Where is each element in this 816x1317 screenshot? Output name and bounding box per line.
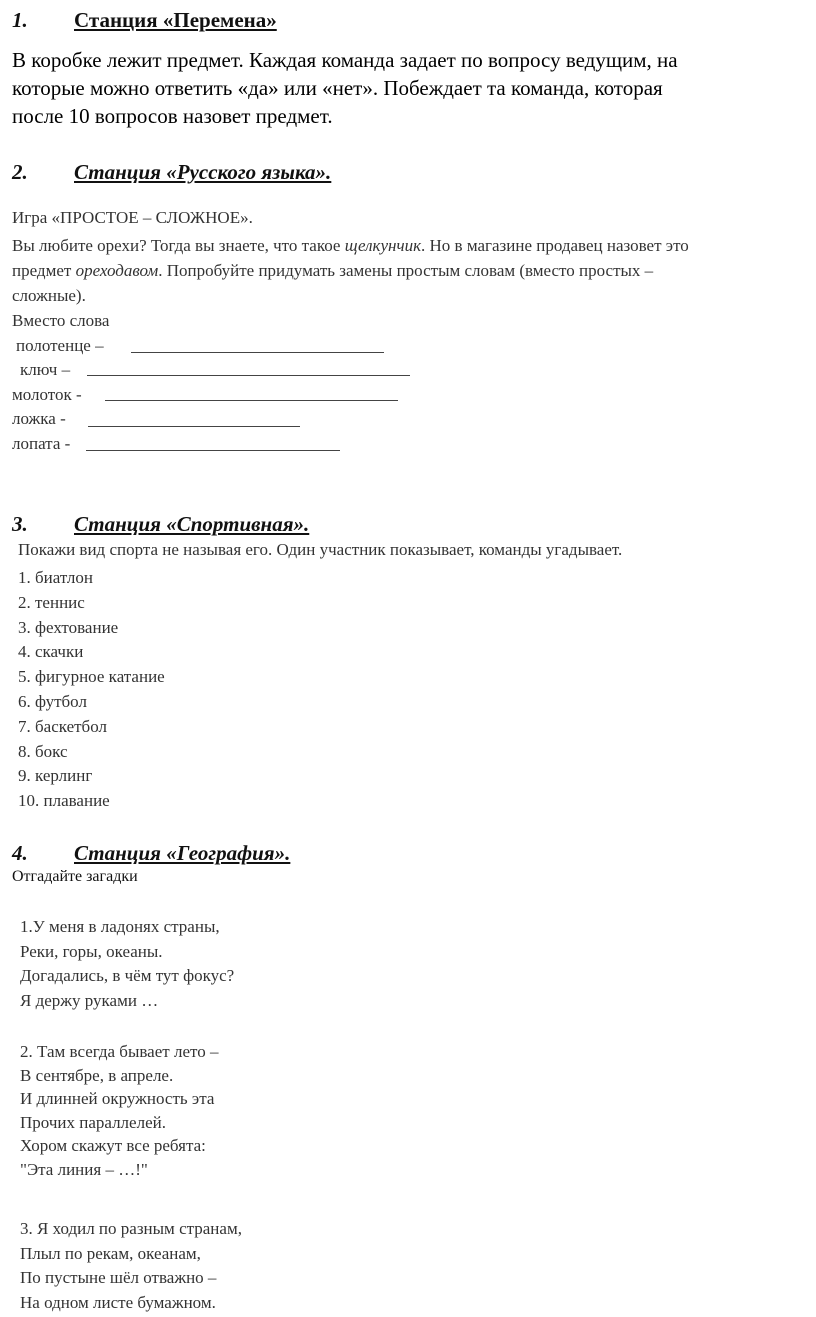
word-prompt: полотенце – [16, 336, 104, 355]
riddle-line: 1.У меня в ладонях страны, [20, 917, 220, 936]
intro-emphasis: щелкунчик [344, 236, 422, 255]
section-1-heading [12, 8, 512, 36]
list-item: 5. фигурное катание [18, 667, 165, 687]
intro-text: Вы любите орехи? Тогда вы знаете, что такое [12, 236, 345, 255]
section-1-text [12, 46, 678, 130]
answer-blank[interactable] [86, 450, 340, 451]
riddle-2 [20, 1040, 218, 1182]
intro-line [12, 261, 653, 281]
word-prompt: ключ – [20, 360, 71, 379]
answer-blank[interactable] [87, 375, 410, 376]
intro-emphasis: ореходавом [75, 261, 159, 280]
intro-text: . Но в магазине продавец назовет это [421, 236, 689, 255]
instead-label: Вместо слова [12, 311, 110, 330]
answer-blank[interactable] [105, 400, 398, 401]
list-item: 6. футбол [18, 691, 87, 711]
section-title: Станция «География». [74, 841, 291, 865]
answer-blank[interactable] [88, 426, 300, 427]
riddle-line: По пустыне шёл отважно – [20, 1268, 217, 1287]
intro-text: . Попробуйте придумать замены простым словам (вместо простых – [158, 261, 654, 280]
section-3-heading [12, 512, 612, 540]
section-title: Станция «Спортивная». [74, 512, 310, 536]
paragraph-line: В коробке лежит предмет. Каждая команда задает по вопросу ведущим, на [12, 48, 678, 72]
answer-blank[interactable] [131, 352, 384, 353]
section-number: 4. [12, 841, 28, 865]
section-number: 1. [12, 8, 28, 32]
riddle-1 [20, 915, 234, 1013]
riddle-line: И длинней окружность эта [20, 1089, 215, 1109]
word-prompt: ложка - [12, 409, 66, 428]
intro-line [12, 236, 689, 256]
word-prompt: лопата - [12, 434, 71, 453]
riddle-line: На одном листе бумажном. [20, 1292, 216, 1312]
list-item: 8. бокс [18, 741, 68, 761]
riddle-line: 2. Там всегда бывает лето – [20, 1042, 219, 1061]
list-item: 7. баскетбол [18, 716, 107, 736]
section-4-heading [12, 841, 612, 869]
riddle-line: В сентябре, в апреле. [20, 1065, 174, 1085]
list-item: 2. теннис [18, 592, 85, 612]
section-title: Станция «Русского языка». [74, 160, 332, 184]
riddle-line: "Эта линия – …!" [20, 1159, 148, 1179]
list-item: 3. фехтование [18, 617, 119, 637]
riddle-line: Догадались, в чём тут фокус? [20, 966, 235, 985]
sport-list [18, 566, 165, 814]
paragraph-line: которые можно ответить «да» или «нет». Побеждает та команда, которая [12, 76, 663, 100]
riddle-line: Я держу руками … [20, 990, 159, 1010]
intro-text: предмет [12, 261, 76, 280]
intro-line: сложные). [12, 286, 86, 305]
section-2-heading [12, 160, 612, 188]
sport-intro: Покажи вид спорта не называя его. Один участник показывает, команды угадывает. [18, 540, 623, 559]
list-item: 9. керлинг [18, 766, 93, 786]
riddle-line: Прочих параллелей. [20, 1112, 166, 1132]
list-item: 10. плавание [18, 791, 110, 811]
section-number: 2. [12, 160, 28, 184]
list-item: 4. скачки [18, 642, 84, 662]
section-number: 3. [12, 512, 28, 536]
riddles-subtitle: Отгадайте загадки [12, 868, 138, 885]
section-title: Станция «Перемена» [74, 8, 277, 32]
riddle-line: Плыл по рекам, океанам, [20, 1243, 201, 1263]
riddle-3 [20, 1217, 242, 1315]
riddle-line: 3. Я ходил по разным странам, [20, 1219, 242, 1238]
riddle-line: Реки, горы, океаны. [20, 941, 163, 961]
word-prompt: молоток - [12, 385, 82, 404]
game-title: Игра «ПРОСТОЕ – СЛОЖНОЕ». [12, 208, 253, 227]
list-item: 1. биатлон [18, 568, 93, 587]
paragraph-line: после 10 вопросов назовет предмет. [12, 104, 333, 128]
riddle-line: Хором скажут все ребята: [20, 1136, 206, 1156]
